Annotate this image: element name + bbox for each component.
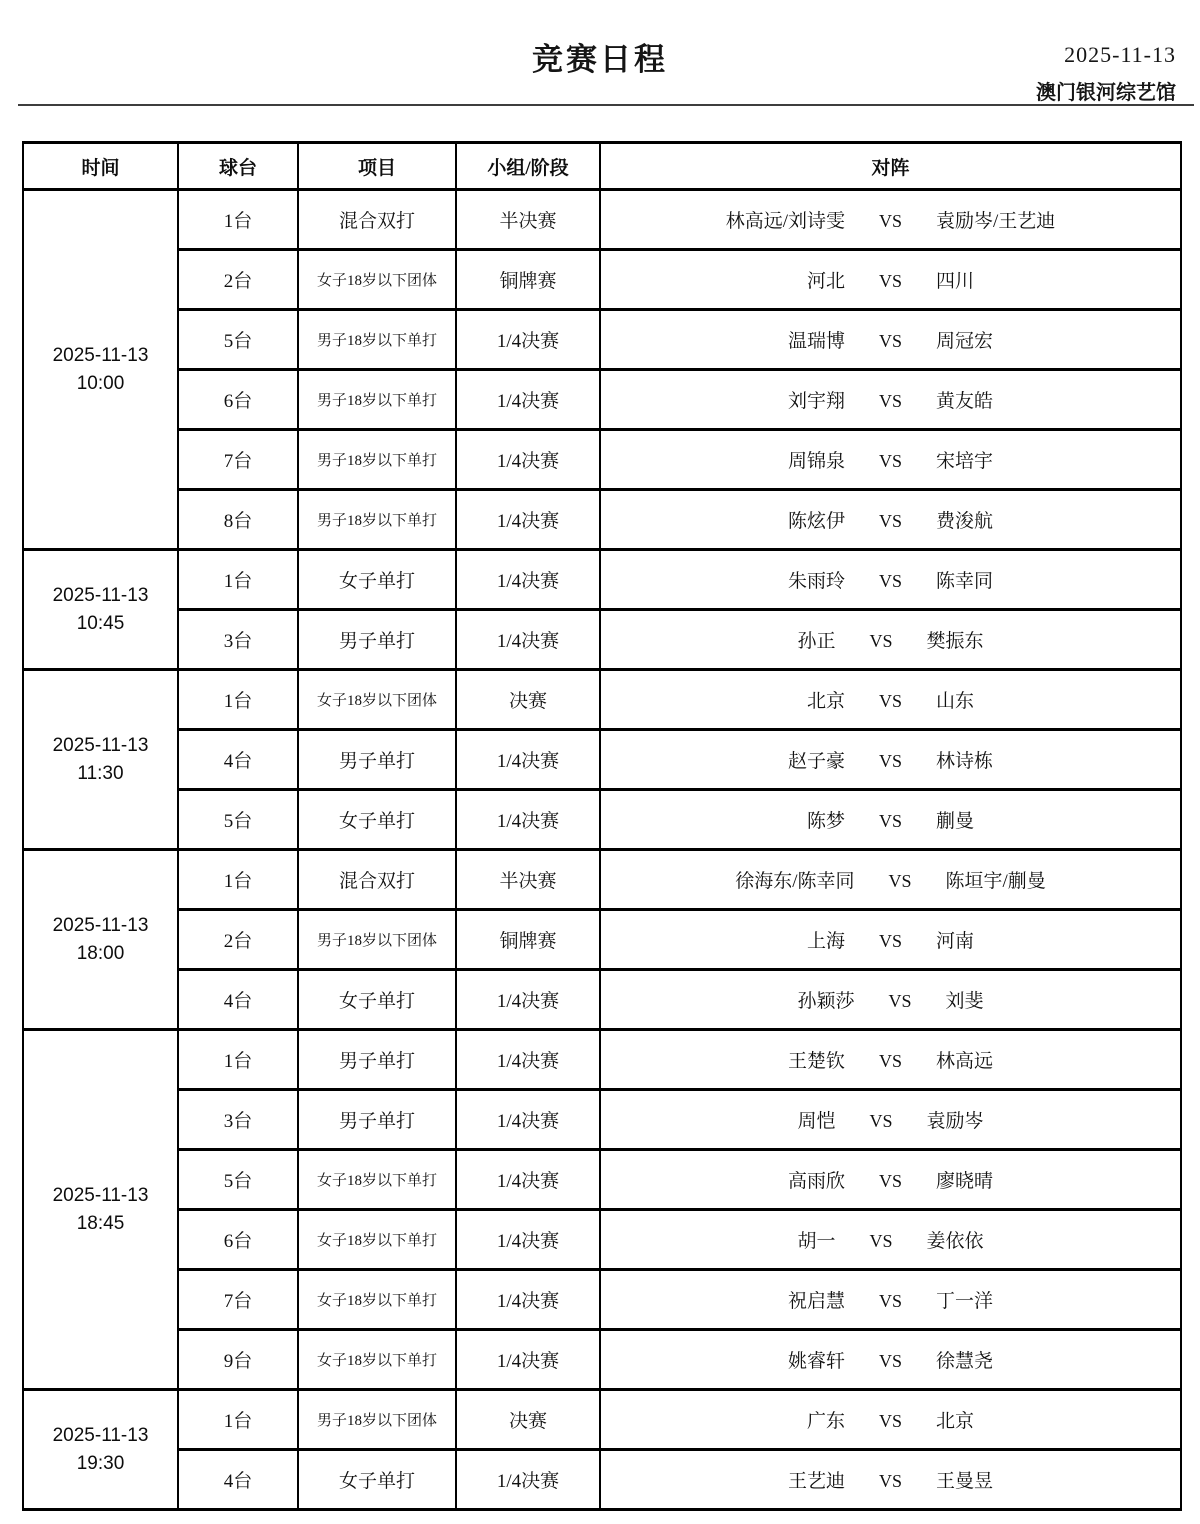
- time-clock: 18:00: [76, 942, 125, 964]
- match-side-a: 陈炫伊: [787, 511, 845, 532]
- match-side-a: 姚睿轩: [787, 1351, 845, 1372]
- stage-cell: 1/4决赛: [456, 1030, 600, 1090]
- match-side-b: 袁励岑: [926, 1111, 984, 1132]
- match-cell: [600, 1030, 1181, 1090]
- match-side-b: 丁一洋: [936, 1291, 994, 1312]
- schedule-body: [23, 190, 1181, 1510]
- schedule-row: [23, 1150, 1181, 1210]
- match-cell: [600, 490, 1181, 550]
- time-date: 2025-11-13: [52, 1424, 149, 1446]
- vs-label: VS: [878, 691, 902, 711]
- match-wrap: [726, 206, 1056, 233]
- vs-label: VS: [869, 1231, 893, 1251]
- match-side-b: 黄友皓: [936, 391, 994, 412]
- time-date: 2025-11-13: [52, 914, 149, 936]
- match-wrap: [788, 1046, 993, 1073]
- match-side-a: 祝启慧: [787, 1291, 845, 1312]
- match-side-b: 林诗栋: [936, 751, 994, 772]
- vs-label: VS: [878, 391, 902, 411]
- stage-cell: 铜牌赛: [456, 910, 600, 970]
- stage-cell: 1/4决赛: [456, 550, 600, 610]
- page-title: 竞赛日程: [532, 42, 668, 77]
- match-cell: [600, 730, 1181, 790]
- match-cell: [600, 1090, 1181, 1150]
- stage-cell: 1/4决赛: [456, 1450, 600, 1510]
- time-clock: 10:45: [76, 612, 125, 634]
- schedule-row: [23, 610, 1181, 670]
- event-cell: 女子单打: [298, 790, 456, 850]
- match-side-b: 刘斐: [945, 991, 984, 1012]
- match-cell: [600, 850, 1181, 910]
- match-wrap: [788, 446, 993, 473]
- header-date: 2025-11-13: [1064, 42, 1176, 67]
- match-cell: [600, 1210, 1181, 1270]
- vs-label: VS: [878, 931, 902, 951]
- time-cell: [23, 850, 178, 1030]
- table-no-cell: 3台: [178, 610, 298, 670]
- vs-label: VS: [878, 451, 902, 471]
- match-cell: [600, 670, 1181, 730]
- stage-cell: 半决赛: [456, 850, 600, 910]
- match-wrap: [788, 566, 993, 593]
- vs-label: VS: [878, 331, 902, 351]
- col-header-event: 项目: [298, 143, 456, 190]
- schedule-header: [23, 143, 1181, 190]
- event-cell: 男子单打: [298, 1090, 456, 1150]
- match-wrap: [807, 266, 974, 293]
- match-side-a: 王楚钦: [787, 1051, 845, 1072]
- match-side-a: 陈梦: [806, 811, 845, 832]
- match-wrap: [788, 326, 993, 353]
- match-side-b: 四川: [936, 271, 975, 292]
- match-wrap: [797, 1226, 983, 1253]
- stage-cell: 决赛: [456, 670, 600, 730]
- schedule-row: [23, 1270, 1181, 1330]
- col-header-time: 时间: [23, 143, 178, 190]
- match-side-b: 廖晓晴: [936, 1171, 994, 1192]
- stage-cell: 决赛: [456, 1390, 600, 1450]
- schedule-row: [23, 970, 1181, 1030]
- match-cell: [600, 550, 1181, 610]
- vs-label: VS: [878, 211, 902, 231]
- match-side-a: 北京: [806, 691, 845, 712]
- match-cell: [600, 970, 1181, 1030]
- event-cell: 男子单打: [298, 1030, 456, 1090]
- time-cell: [23, 190, 178, 550]
- time-clock: 11:30: [77, 762, 124, 784]
- match-side-a: 周锦泉: [787, 451, 845, 472]
- vs-label: VS: [878, 571, 902, 591]
- time-cell: [23, 550, 178, 670]
- schedule-row: [23, 1030, 1181, 1090]
- event-cell: 女子单打: [298, 970, 456, 1030]
- match-wrap: [807, 686, 974, 713]
- match-cell: [600, 610, 1181, 670]
- schedule-row: [23, 790, 1181, 850]
- vs-label: VS: [869, 631, 893, 651]
- time-date: 2025-11-13: [52, 344, 149, 366]
- match-wrap: [797, 626, 983, 653]
- event-cell: 女子18岁以下单打: [298, 1150, 456, 1210]
- vs-label: VS: [878, 271, 902, 291]
- time-cell: [23, 1390, 178, 1510]
- schedule-row: [23, 430, 1181, 490]
- vs-label: VS: [878, 1291, 902, 1311]
- col-header-table: 球台: [178, 143, 298, 190]
- event-cell: 男子18岁以下团体: [298, 1390, 456, 1450]
- table-no-cell: 1台: [178, 1030, 298, 1090]
- match-wrap: [788, 1466, 993, 1493]
- match-cell: [600, 1390, 1181, 1450]
- match-side-b: 河南: [936, 931, 975, 952]
- stage-cell: 1/4决赛: [456, 1330, 600, 1390]
- match-side-b: 林高远: [936, 1051, 994, 1072]
- match-side-a: 广东: [806, 1411, 845, 1432]
- stage-cell: 半决赛: [456, 190, 600, 250]
- event-cell: 男子18岁以下团体: [298, 910, 456, 970]
- table-no-cell: 4台: [178, 1450, 298, 1510]
- event-cell: 混合双打: [298, 190, 456, 250]
- match-side-a: 徐海东/陈幸同: [735, 871, 855, 892]
- time-date: 2025-11-13: [52, 1184, 149, 1206]
- match-wrap: [788, 506, 993, 533]
- table-no-cell: 9台: [178, 1330, 298, 1390]
- table-no-cell: 3台: [178, 1090, 298, 1150]
- event-cell: 女子单打: [298, 550, 456, 610]
- match-wrap: [797, 1106, 983, 1133]
- match-wrap: [788, 1166, 993, 1193]
- schedule-row: [23, 250, 1181, 310]
- vs-label: VS: [878, 751, 902, 771]
- match-side-b: 陈垣宇/蒯曼: [945, 871, 1046, 892]
- time-date: 2025-11-13: [52, 584, 149, 606]
- time-clock: 18:45: [76, 1212, 125, 1234]
- schedule-row: [23, 190, 1181, 250]
- match-side-a: 温瑞博: [787, 331, 845, 352]
- schedule-table: [22, 141, 1182, 1511]
- stage-cell: 铜牌赛: [456, 250, 600, 310]
- event-cell: 男子18岁以下单打: [298, 370, 456, 430]
- match-cell: [600, 370, 1181, 430]
- match-side-b: 陈幸同: [936, 571, 994, 592]
- vs-label: VS: [878, 1171, 902, 1191]
- event-cell: 女子18岁以下单打: [298, 1330, 456, 1390]
- match-side-b: 袁励岑/王艺迪: [936, 211, 1056, 232]
- stage-cell: 1/4决赛: [456, 1150, 600, 1210]
- vs-label: VS: [878, 511, 902, 531]
- table-no-cell: 1台: [178, 850, 298, 910]
- schedule-row: [23, 550, 1181, 610]
- event-cell: 男子18岁以下单打: [298, 430, 456, 490]
- table-no-cell: 2台: [178, 250, 298, 310]
- match-cell: [600, 310, 1181, 370]
- table-no-cell: 1台: [178, 670, 298, 730]
- table-no-cell: 2台: [178, 910, 298, 970]
- schedule-row: [23, 1450, 1181, 1510]
- match-side-a: 孙颖莎: [797, 991, 855, 1012]
- table-no-cell: 7台: [178, 1270, 298, 1330]
- match-side-a: 上海: [806, 931, 845, 952]
- match-side-b: 宋培宇: [936, 451, 994, 472]
- match-wrap: [788, 1346, 993, 1373]
- vs-label: VS: [878, 811, 902, 831]
- vs-label: VS: [888, 991, 912, 1011]
- match-cell: [600, 1450, 1181, 1510]
- match-side-a: 赵子豪: [787, 751, 845, 772]
- match-cell: [600, 430, 1181, 490]
- match-side-b: 樊振东: [926, 631, 984, 652]
- table-no-cell: 5台: [178, 1150, 298, 1210]
- schedule-row: [23, 310, 1181, 370]
- match-cell: [600, 910, 1181, 970]
- event-cell: 男子18岁以下单打: [298, 490, 456, 550]
- stage-cell: 1/4决赛: [456, 1090, 600, 1150]
- col-header-matchup: 对阵: [600, 143, 1181, 190]
- table-no-cell: 7台: [178, 430, 298, 490]
- vs-label: VS: [878, 1411, 902, 1431]
- match-side-b: 徐慧尧: [936, 1351, 994, 1372]
- match-wrap: [788, 746, 993, 773]
- match-side-a: 高雨欣: [787, 1171, 845, 1192]
- schedule-header-row: [23, 143, 1181, 190]
- time-clock: 19:30: [76, 1452, 125, 1474]
- stage-cell: 1/4决赛: [456, 790, 600, 850]
- match-wrap: [735, 866, 1046, 893]
- table-no-cell: 6台: [178, 1210, 298, 1270]
- vs-label: VS: [878, 1351, 902, 1371]
- time-clock: 10:00: [76, 372, 125, 394]
- schedule-row: [23, 1090, 1181, 1150]
- schedule-row: [23, 730, 1181, 790]
- stage-cell: 1/4决赛: [456, 1270, 600, 1330]
- match-side-b: 王曼昱: [936, 1471, 994, 1492]
- table-no-cell: 1台: [178, 1390, 298, 1450]
- schedule-row: [23, 1330, 1181, 1390]
- time-cell: [23, 1030, 178, 1390]
- match-wrap: [807, 926, 974, 953]
- time-cell: [23, 670, 178, 850]
- vs-label: VS: [878, 1471, 902, 1491]
- match-side-b: 费浚航: [936, 511, 994, 532]
- match-side-a: 河北: [806, 271, 845, 292]
- match-cell: [600, 250, 1181, 310]
- match-cell: [600, 1270, 1181, 1330]
- header-rule: [18, 104, 1194, 106]
- event-cell: 女子18岁以下单打: [298, 1210, 456, 1270]
- table-no-cell: 5台: [178, 790, 298, 850]
- match-side-b: 蒯曼: [936, 811, 975, 832]
- stage-cell: 1/4决赛: [456, 970, 600, 1030]
- event-cell: 混合双打: [298, 850, 456, 910]
- match-side-b: 山东: [936, 691, 975, 712]
- vs-label: VS: [878, 1051, 902, 1071]
- match-side-a: 朱雨玲: [787, 571, 845, 592]
- schedule-row: [23, 850, 1181, 910]
- match-wrap: [788, 1286, 993, 1313]
- stage-cell: 1/4决赛: [456, 1210, 600, 1270]
- match-wrap: [807, 1406, 974, 1433]
- event-cell: 女子单打: [298, 1450, 456, 1510]
- stage-cell: 1/4决赛: [456, 730, 600, 790]
- match-side-a: 林高远/刘诗雯: [725, 211, 845, 232]
- match-side-a: 刘宇翔: [787, 391, 845, 412]
- match-cell: [600, 790, 1181, 850]
- schedule-row: [23, 1390, 1181, 1450]
- schedule-row: [23, 910, 1181, 970]
- match-side-b: 周冠宏: [936, 331, 994, 352]
- schedule-row: [23, 670, 1181, 730]
- match-side-a: 周恺: [797, 1111, 836, 1132]
- table-no-cell: 8台: [178, 490, 298, 550]
- match-side-a: 王艺迪: [787, 1471, 845, 1492]
- schedule-row: [23, 370, 1181, 430]
- event-cell: 女子18岁以下团体: [298, 670, 456, 730]
- event-cell: 女子18岁以下团体: [298, 250, 456, 310]
- col-header-stage: 小组/阶段: [456, 143, 600, 190]
- table-no-cell: 6台: [178, 370, 298, 430]
- event-cell: 男子单打: [298, 610, 456, 670]
- match-cell: [600, 1330, 1181, 1390]
- match-cell: [600, 1150, 1181, 1210]
- match-side-a: 孙正: [797, 631, 836, 652]
- vs-label: VS: [869, 1111, 893, 1131]
- stage-cell: 1/4决赛: [456, 610, 600, 670]
- match-cell: [600, 190, 1181, 250]
- stage-cell: 1/4决赛: [456, 490, 600, 550]
- stage-cell: 1/4决赛: [456, 430, 600, 490]
- event-cell: 男子单打: [298, 730, 456, 790]
- match-wrap: [788, 386, 993, 413]
- table-no-cell: 4台: [178, 730, 298, 790]
- header-venue: 澳门银河综艺馆: [1036, 82, 1176, 104]
- table-no-cell: 1台: [178, 550, 298, 610]
- vs-label: VS: [888, 871, 912, 891]
- time-date: 2025-11-13: [52, 734, 149, 756]
- match-wrap: [807, 806, 974, 833]
- event-cell: 女子18岁以下单打: [298, 1270, 456, 1330]
- stage-cell: 1/4决赛: [456, 310, 600, 370]
- stage-cell: 1/4决赛: [456, 370, 600, 430]
- match-side-b: 姜依依: [926, 1231, 984, 1252]
- match-side-a: 胡一: [797, 1231, 836, 1252]
- schedule-row: [23, 1210, 1181, 1270]
- table-no-cell: 1台: [178, 190, 298, 250]
- event-cell: 男子18岁以下单打: [298, 310, 456, 370]
- match-side-b: 北京: [936, 1411, 975, 1432]
- table-no-cell: 4台: [178, 970, 298, 1030]
- match-wrap: [797, 986, 983, 1013]
- schedule-row: [23, 490, 1181, 550]
- table-no-cell: 5台: [178, 310, 298, 370]
